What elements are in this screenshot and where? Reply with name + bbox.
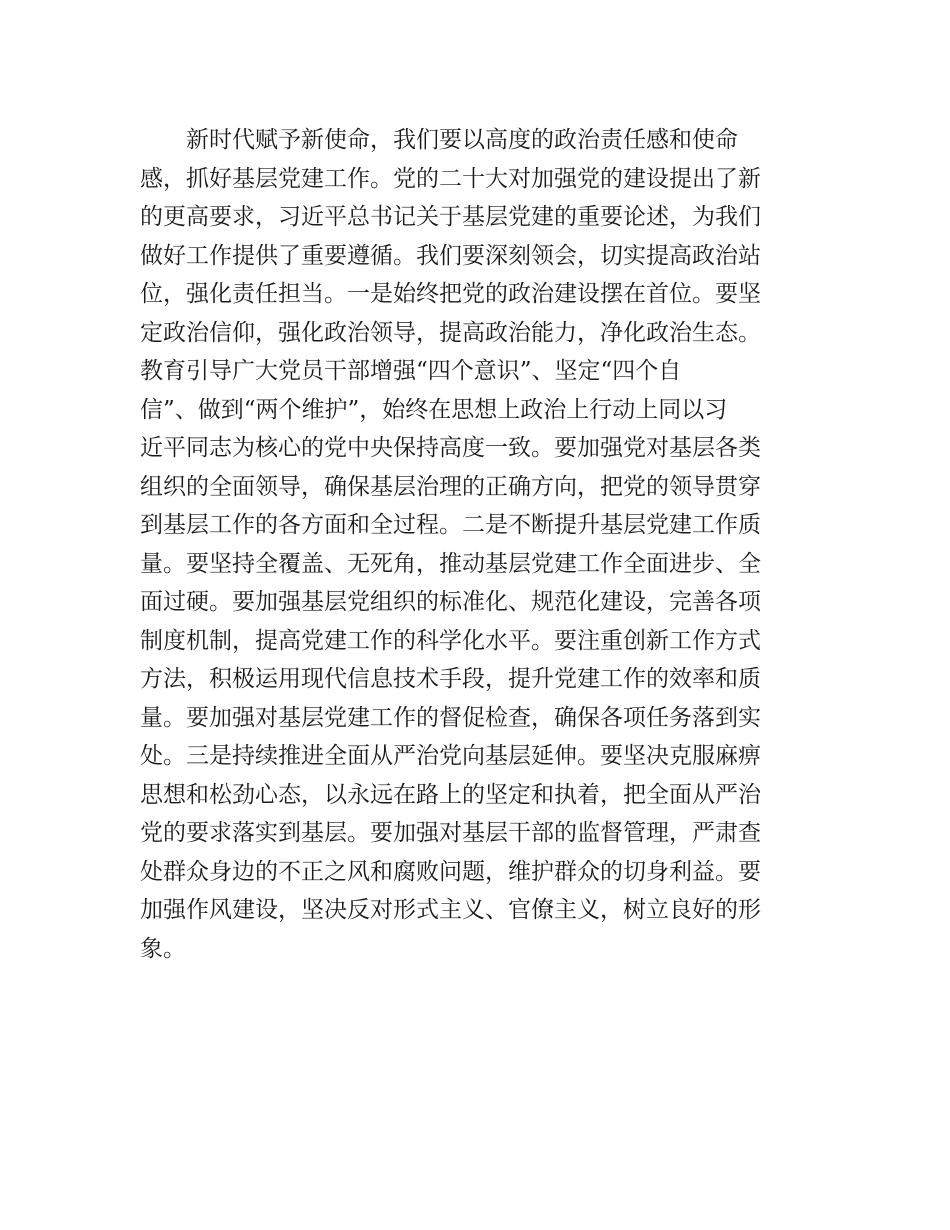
paragraph-line: 定政治信仰，强化政治领导，提高政治能力，净化政治生态。 [140,319,761,346]
paragraph-line: 方法，积极运用现代信息技术手段，提升党建工作的效率和质 [140,666,761,692]
paragraph-line: 的更高要求，习近平总书记关于基层党建的重要论述，为我们 [140,204,761,230]
paragraph-line: 加强作风建设，坚决反对形式主义、官僚主义，树立良好的形 [140,897,761,923]
paragraph-line: 感，抓好基层党建工作。党的二十大对加强党的建设提出了新 [140,165,761,192]
paragraph-line: 处群众身边的不正之风和腐败问题，维护群众的切身利益。要 [140,858,761,885]
paragraph-line: 位，强化责任担当。一是始终把党的政治建设摆在首位。要坚 [140,281,761,307]
paragraph-line: 到基层工作的各方面和全过程。二是不断提升基层党建工作质 [140,512,761,538]
paragraph-line: 量。要坚持全覆盖、无死角，推动基层党建工作全面进步、全 [140,550,761,577]
paragraph-line: 做好工作提供了重要遵循。我们要深刻领会，切实提高政治站 [140,242,761,269]
paragraph-line: 制度机制，提高党建工作的科学化水平。要注重创新工作方式 [140,627,761,654]
body-paragraph [140,121,761,968]
paragraph-line: 近平同志为核心的党中央保持高度一致。要加强党对基层各类 [140,435,761,461]
paragraph-line: 党的要求落实到基层。要加强对基层干部的监督管理，严肃查 [140,820,761,846]
paragraph-line: 处。三是持续推进全面从严治党向基层延伸。要坚决克服麻痹 [140,743,761,769]
paragraph-line: 信”、做到“两个维护”，始终在思想上政治上行动上同以习 [140,396,728,423]
paragraph-line: 教育引导广大党员干部增强“四个意识”、坚定“四个自 [140,358,682,384]
paragraph-line: 象。 [140,935,186,962]
paragraph-line: 思想和松劲心态，以永远在路上的坚定和执着，把全面从严治 [140,781,761,808]
paragraph-line: 量。要加强对基层党建工作的督促检查，确保各项任务落到实 [140,704,761,731]
paragraph-line: 面过硬。要加强基层党组织的标准化、规范化建设，完善各项 [140,589,761,615]
paragraph-line: 组织的全面领导，确保基层治理的正确方向，把党的领导贯穿 [140,473,761,500]
paragraph-line: 新时代赋予新使命，我们要以高度的政治责任感和使命 [186,127,738,153]
